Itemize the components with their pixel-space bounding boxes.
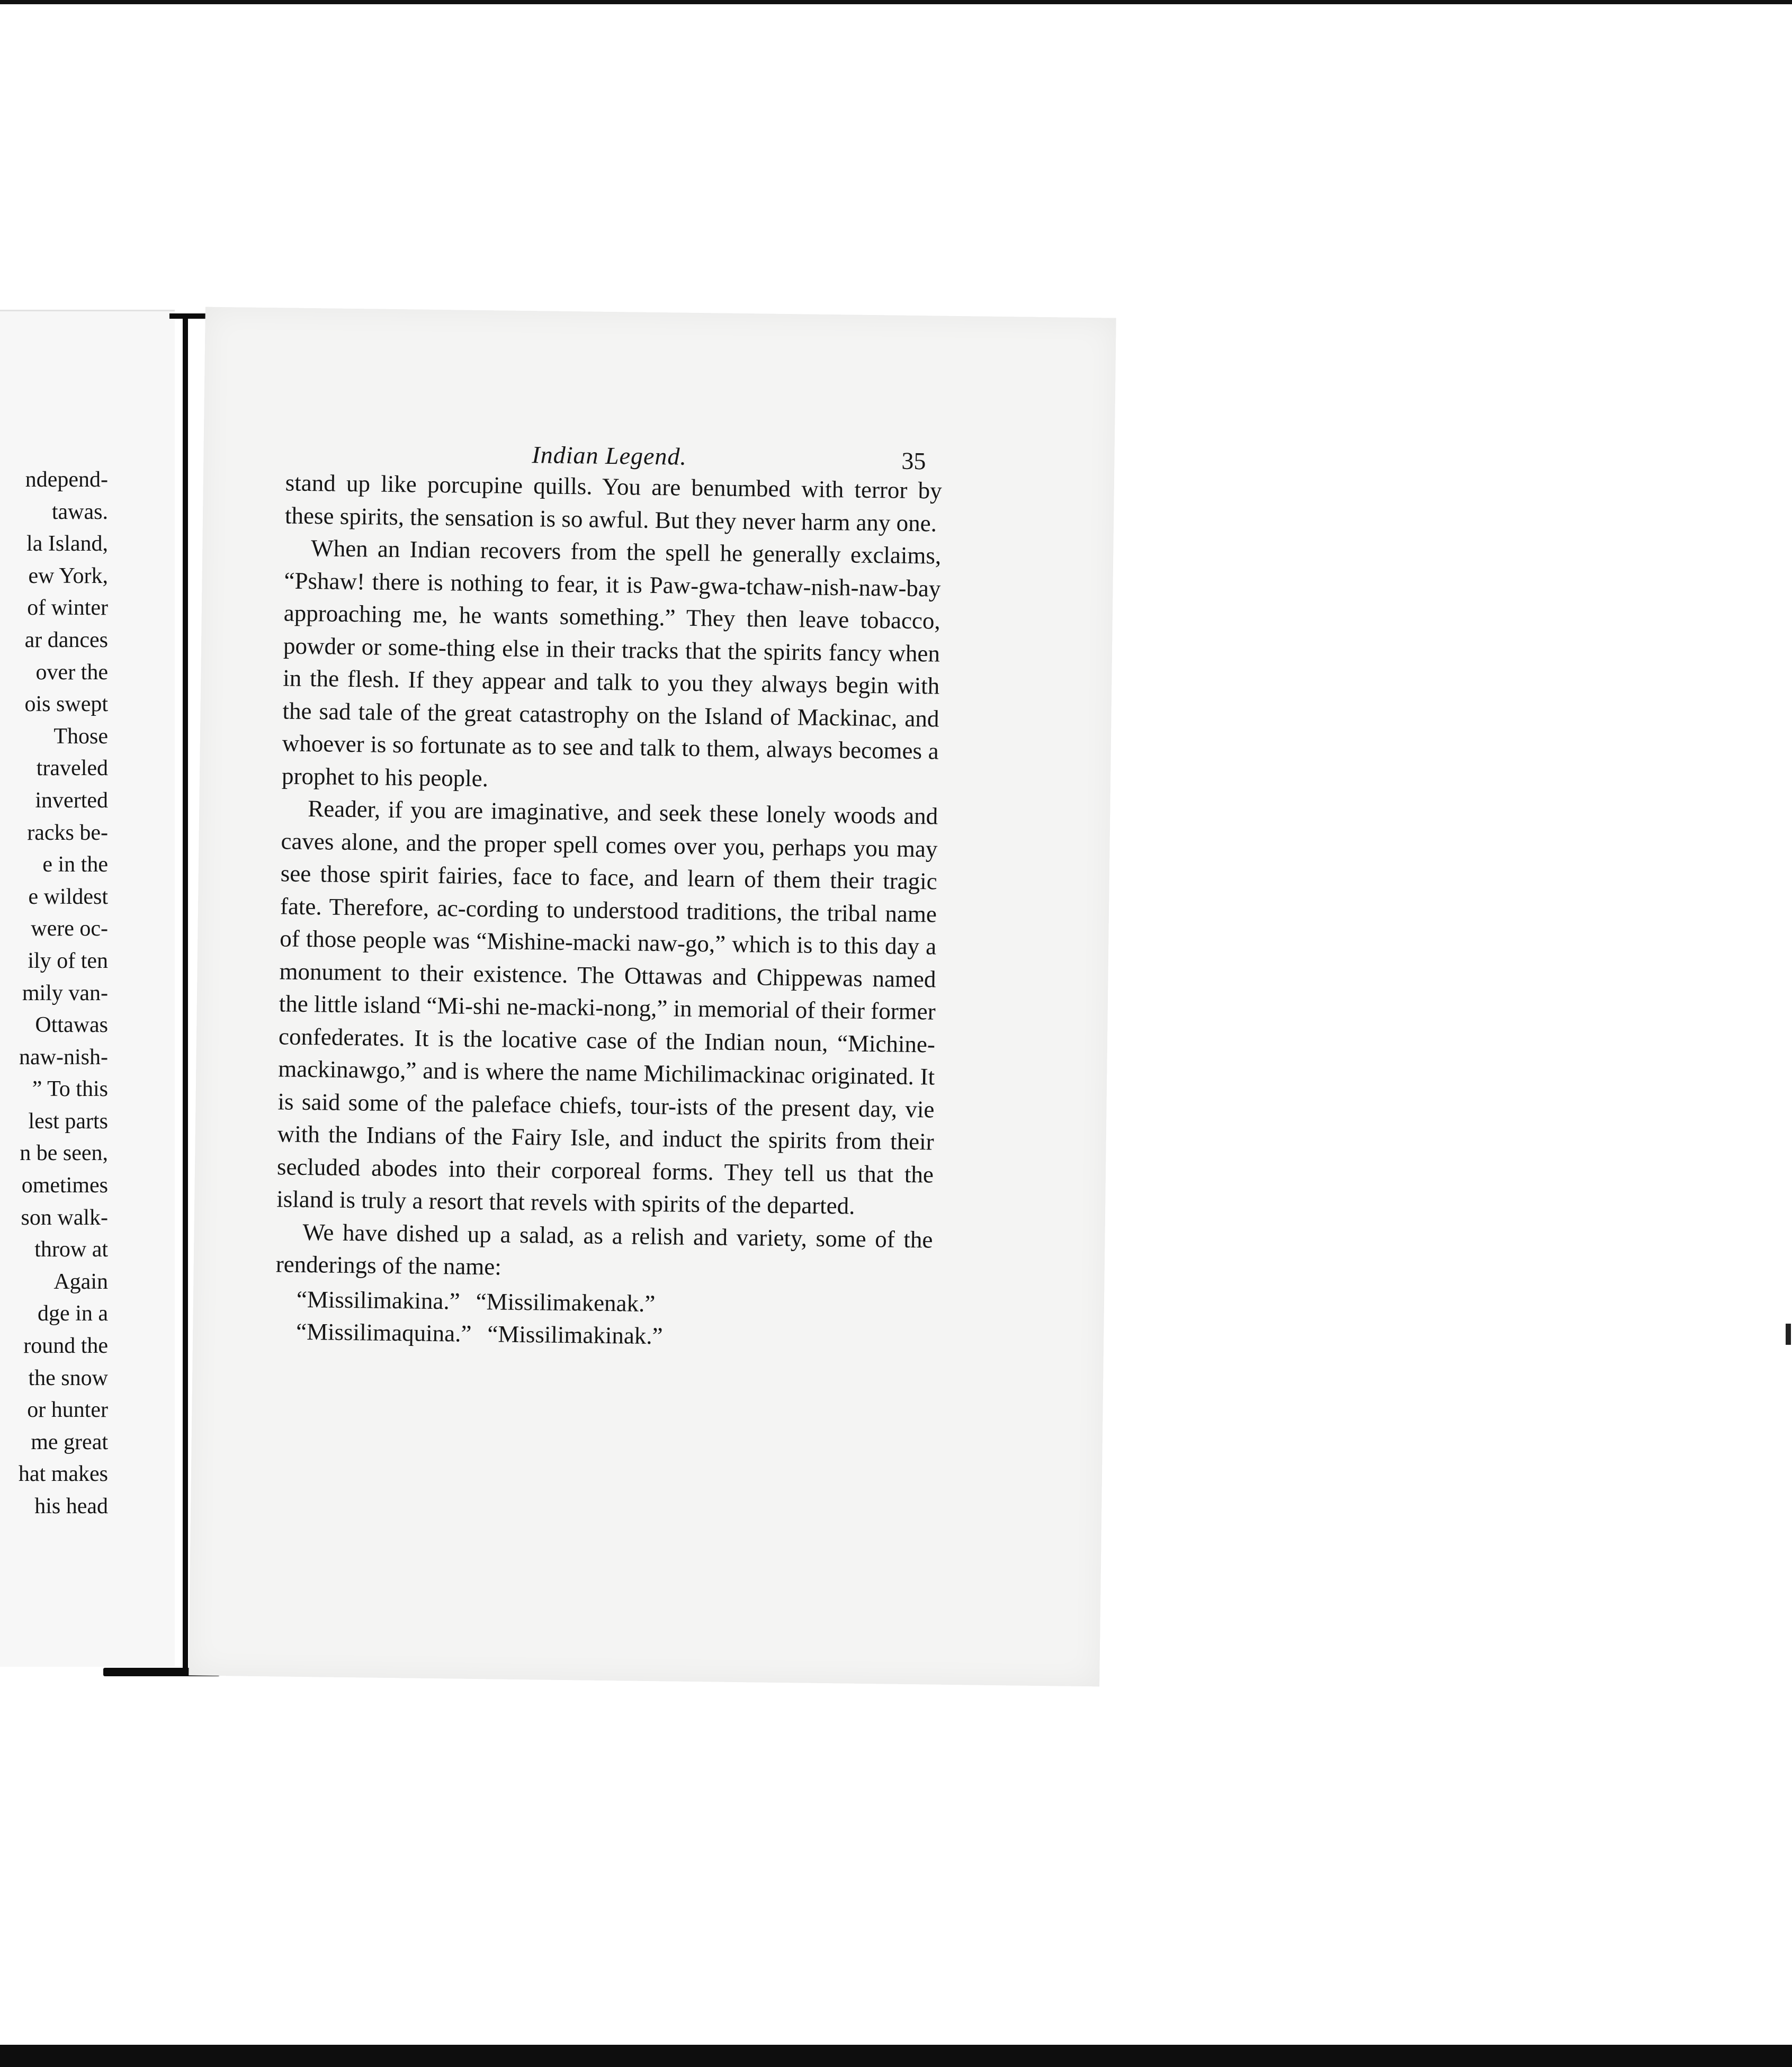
left-page-line: ” To this [32,1077,108,1102]
left-page-text [0,464,108,1523]
page-number: 35 [901,447,926,475]
left-page-line: e in the [42,852,108,877]
book-spine-shadow [183,314,188,1674]
name-rendering: “Missilimaquina.” [295,1318,472,1347]
left-page-line: were oc- [31,916,108,941]
left-page-line: lest parts [28,1109,108,1134]
left-page-line: tawas. [51,499,108,524]
left-page-line: ew York, [28,563,108,588]
right-page [189,307,1116,1687]
scan-bottom-band [0,2045,1792,2067]
left-page-line: la Island, [26,532,108,556]
paragraph: stand up like porcupine quills. You are benumbed with terror by these spirits, the sensation is so awful. But they never harm any one. [284,469,943,536]
left-page-line: Again [53,1269,108,1294]
name-rendering: “Missilimakina.” [296,1286,460,1315]
left-page-line: the snow [28,1365,108,1390]
left-page-line: naw-nish- [19,1045,108,1070]
left-page-line: inverted [35,788,108,813]
left-page-line: hat makes [18,1462,108,1487]
name-rendering: “Missilimakinak.” [487,1320,663,1350]
left-page-line: ois swept [24,692,108,717]
name-rendering: “Missilimakenak.” [476,1288,656,1317]
paragraph: When an Indian recovers from the spell he generally exclaims, “Pshaw! there is nothing to fear, it is Paw-gwa-tchaw-nish-naw-bay approaching me, he wants something.” They then leave tobacco, powder or some-thing else in their tracks that the spirits fancy when in the flesh. If they appear and talk to you they always begin with the sad tale of the great catastrophy on the Island of Mackinac, and whoever is so fortunate as to see and talk to them, always becomes a prophet to his people. [281,535,942,792]
left-page-line: traveled [36,756,108,781]
left-page-line: his head [34,1494,108,1518]
left-page-line: n be seen, [20,1141,108,1166]
left-page-line: mily van- [22,981,108,1005]
paragraph: Reader, if you are imaginative, and seek these lonely woods and caves alone, and the proper spell comes over you, perhaps you may see those spirit fairies, face to face, and learn of them their tragic fate. Therefore, ac-cording to understood traditions, the tribal name of those people was “Mishine-macki naw-go,” which is to this day a monument to their existence. The Ottawas and Chippewas named the little island “Mi-shi ne-macki-nong,” in memorial of their former confederates. It is the locative case of the Indian noun, “Michine-mackinawgo,” and is where the name Michilimackinac originated. It is said some of the paleface chiefs, tour-ists of the present day, vie with the Indians of the Fairy Isle, and induct the spirits from their secluded abodes into their corporeal forms. They tell us that the island is truly a resort that revels with spirits of the departed. [276,795,938,1219]
paragraph: We have dished up a salad, as a relish and variety, some of the renderings of the name: [275,1218,933,1280]
left-page-line: ndepend- [25,468,108,492]
left-page-line: son walk- [21,1205,108,1230]
left-page-line: of winter [27,596,108,621]
left-page-line: throw at [34,1237,108,1262]
running-head: Indian Legend. [532,441,687,470]
page-body [275,466,942,1356]
name-renderings-list [275,1283,932,1356]
left-page-line: over the [35,660,108,685]
left-page-line: Those [53,724,108,749]
scan-edge-mark [1786,1324,1791,1345]
left-page-line: ar dances [24,627,108,652]
left-page-line: racks be- [27,820,108,845]
left-page-line: dge in a [38,1301,108,1326]
left-page-line: round the [23,1334,108,1359]
left-page-line: e wildest [28,884,108,909]
left-page-line: Ottawas [35,1013,108,1038]
left-page-line: or hunter [27,1398,108,1423]
scan-top-border [0,0,1792,4]
left-page-line: me great [31,1430,108,1454]
left-page-line: ometimes [21,1173,108,1198]
left-page-line: ily of ten [28,948,108,973]
left-page-fragment [0,310,175,1667]
